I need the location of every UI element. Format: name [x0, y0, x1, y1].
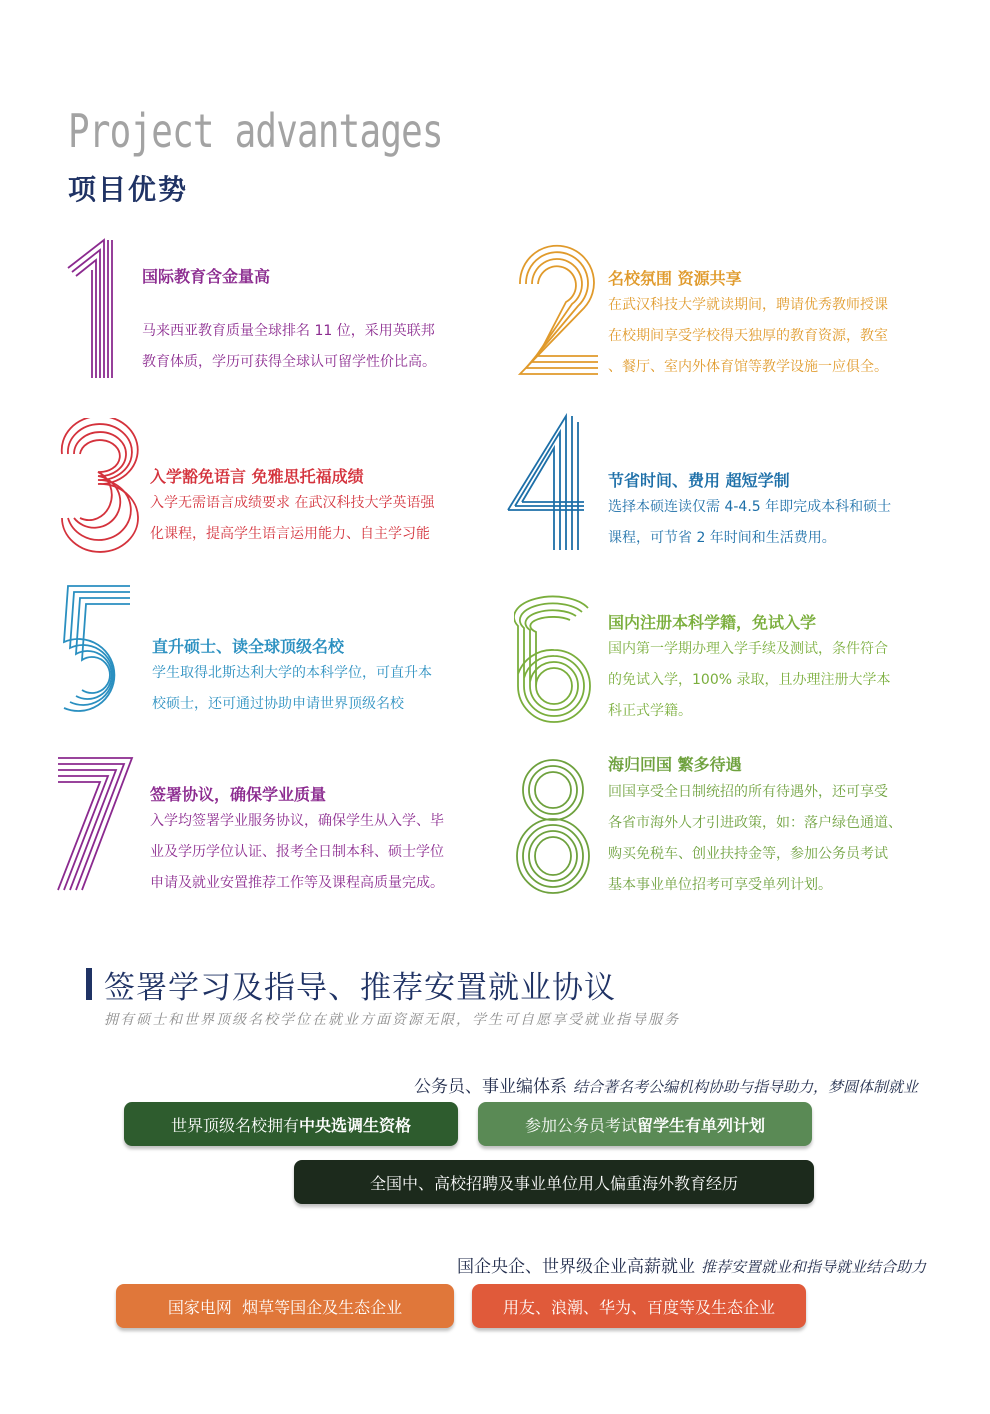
item-7-body — [150, 806, 444, 899]
item-5-line-1: 学生取得北斯达利大学的本科学位，可直升本 — [152, 665, 432, 681]
pill-overseas-preference — [294, 1160, 814, 1204]
pill-central-selection-text: 世界顶级名校拥有 — [170, 1115, 299, 1135]
item-2-line-3: 、餐厅、室内外体育馆等教学设施一应俱全。 — [608, 359, 888, 375]
item-7-title: 签署协议，确保学业质量 — [150, 785, 327, 804]
item-2-line-2: 在校期间享受学校得天独厚的教育资源，教室 — [608, 328, 888, 344]
numeral-2 — [514, 236, 600, 378]
item-6-body — [608, 634, 890, 727]
item-4-line-1: 选择本硕连读仅需 4-4.5 年即完成本科和硕士 — [608, 499, 892, 515]
pill-central-selection — [124, 1102, 458, 1146]
category-civil-service-note: 结合著名考公编机构协助与指导助力，梦圆体制就业 — [572, 1078, 918, 1096]
item-3-body — [150, 488, 434, 550]
pill-civil-exam-bold: 留学生有单列计划 — [637, 1115, 766, 1135]
item-6-line-3: 科正式学籍。 — [608, 703, 692, 719]
item-2-line-1: 在武汉科技大学就读期间，聘请优秀教师授课 — [608, 297, 888, 313]
item-1-line-1: 马来西亚教育质量全球排名 11 位，采用英联邦 — [142, 323, 435, 339]
item-1-body — [142, 316, 436, 378]
item-7-line-2: 业及学历学位认证、报考全日制本科、硕士学位 — [150, 844, 444, 860]
numeral-3 — [58, 418, 142, 554]
item-2-title: 名校氛围 资源共享 — [608, 269, 742, 288]
item-6-title: 国内注册本科学籍，免试入学 — [608, 613, 817, 632]
section-accent-bar — [86, 968, 92, 1000]
item-6-line-2: 的免试入学，100% 录取，且办理注册大学本 — [608, 672, 891, 688]
item-8-body — [608, 777, 902, 901]
item-2-body — [608, 290, 888, 383]
item-5-title: 直升硕士、读全球顶级名校 — [152, 637, 345, 656]
pill-state-enterprise-text: 国家电网 烟草等国企及生态企业 — [167, 1297, 403, 1317]
item-7-line-3: 申请及就业安置推荐工作等及课程高质量完成。 — [150, 875, 444, 891]
pill-civil-exam — [478, 1102, 812, 1146]
item-4-line-2: 课程，可节省 2 年时间和生活费用。 — [608, 530, 836, 546]
item-5-line-2: 校硕士，还可通过协助申请世界顶级名校 — [152, 696, 404, 712]
item-8-line-4: 基本事业单位招考可享受单列计划。 — [608, 877, 832, 893]
category-enterprise-note: 推荐安置就业和指导就业结合助力 — [700, 1258, 926, 1276]
item-8-line-1: 回国享受全日制统招的所有待遇外，还可享受 — [608, 784, 888, 800]
item-8-line-2: 各省市海外人才引进政策，如：落户绿色通道、 — [608, 815, 902, 831]
item-1-title: 国际教育含金量高 — [142, 267, 271, 286]
numeral-5 — [60, 582, 136, 724]
item-3-line-1: 入学无需语言成绩要求 在武汉科技大学英语强 — [150, 495, 435, 511]
item-6-line-1: 国内第一学期办理入学手续及测试，条件符合 — [608, 641, 888, 657]
numeral-6 — [514, 586, 594, 726]
pill-overseas-preference-text: 全国中、高校招聘及事业单位用人偏重海外教育经历 — [369, 1173, 738, 1193]
category-enterprise — [457, 1252, 926, 1277]
item-4-body — [608, 492, 891, 554]
item-1-line-2: 教育体质，学历可获得全球认可留学性价比高。 — [142, 354, 436, 370]
numeral-7 — [54, 754, 136, 892]
pill-central-selection-bold: 中央选调生资格 — [299, 1115, 412, 1135]
item-7-line-1: 入学均签署学业服务协议，确保学生从入学、毕 — [150, 813, 444, 829]
section-title: 签署学习及指导、推荐安置就业协议 — [104, 970, 616, 1006]
category-civil-service-label: 公务员、事业编体系 — [413, 1077, 567, 1097]
numeral-1 — [66, 238, 116, 380]
english-title: Project advantages — [68, 104, 443, 158]
pill-civil-exam-text: 参加公务员考试 — [524, 1115, 637, 1135]
numeral-8 — [514, 756, 592, 896]
numeral-4 — [506, 412, 586, 552]
category-civil-service — [414, 1072, 918, 1097]
pill-tech-enterprise — [472, 1284, 806, 1328]
section-subtitle: 拥有硕士和世界顶级名校学位在就业方面资源无限，学生可自愿享受就业指导服务 — [104, 1012, 680, 1028]
pill-tech-enterprise-text: 用友、浪潮、华为、百度等及生态企业 — [502, 1297, 775, 1317]
item-4-title: 节省时间、费用 超短学制 — [608, 471, 790, 490]
chinese-title: 项目优势 — [68, 173, 189, 206]
item-8-line-3: 购买免税车、创业扶持金等，参加公务员考试 — [608, 846, 888, 862]
category-enterprise-label: 国企央企、世界级企业高薪就业 — [456, 1257, 695, 1277]
item-3-title: 入学豁免语言 免雅思托福成绩 — [150, 467, 364, 486]
item-8-title: 海归回国 繁多待遇 — [608, 755, 742, 774]
item-3-line-2: 化课程，提高学生语言运用能力、自主学习能 — [150, 526, 430, 542]
pill-state-enterprise — [116, 1284, 454, 1328]
item-5-body — [152, 658, 432, 720]
